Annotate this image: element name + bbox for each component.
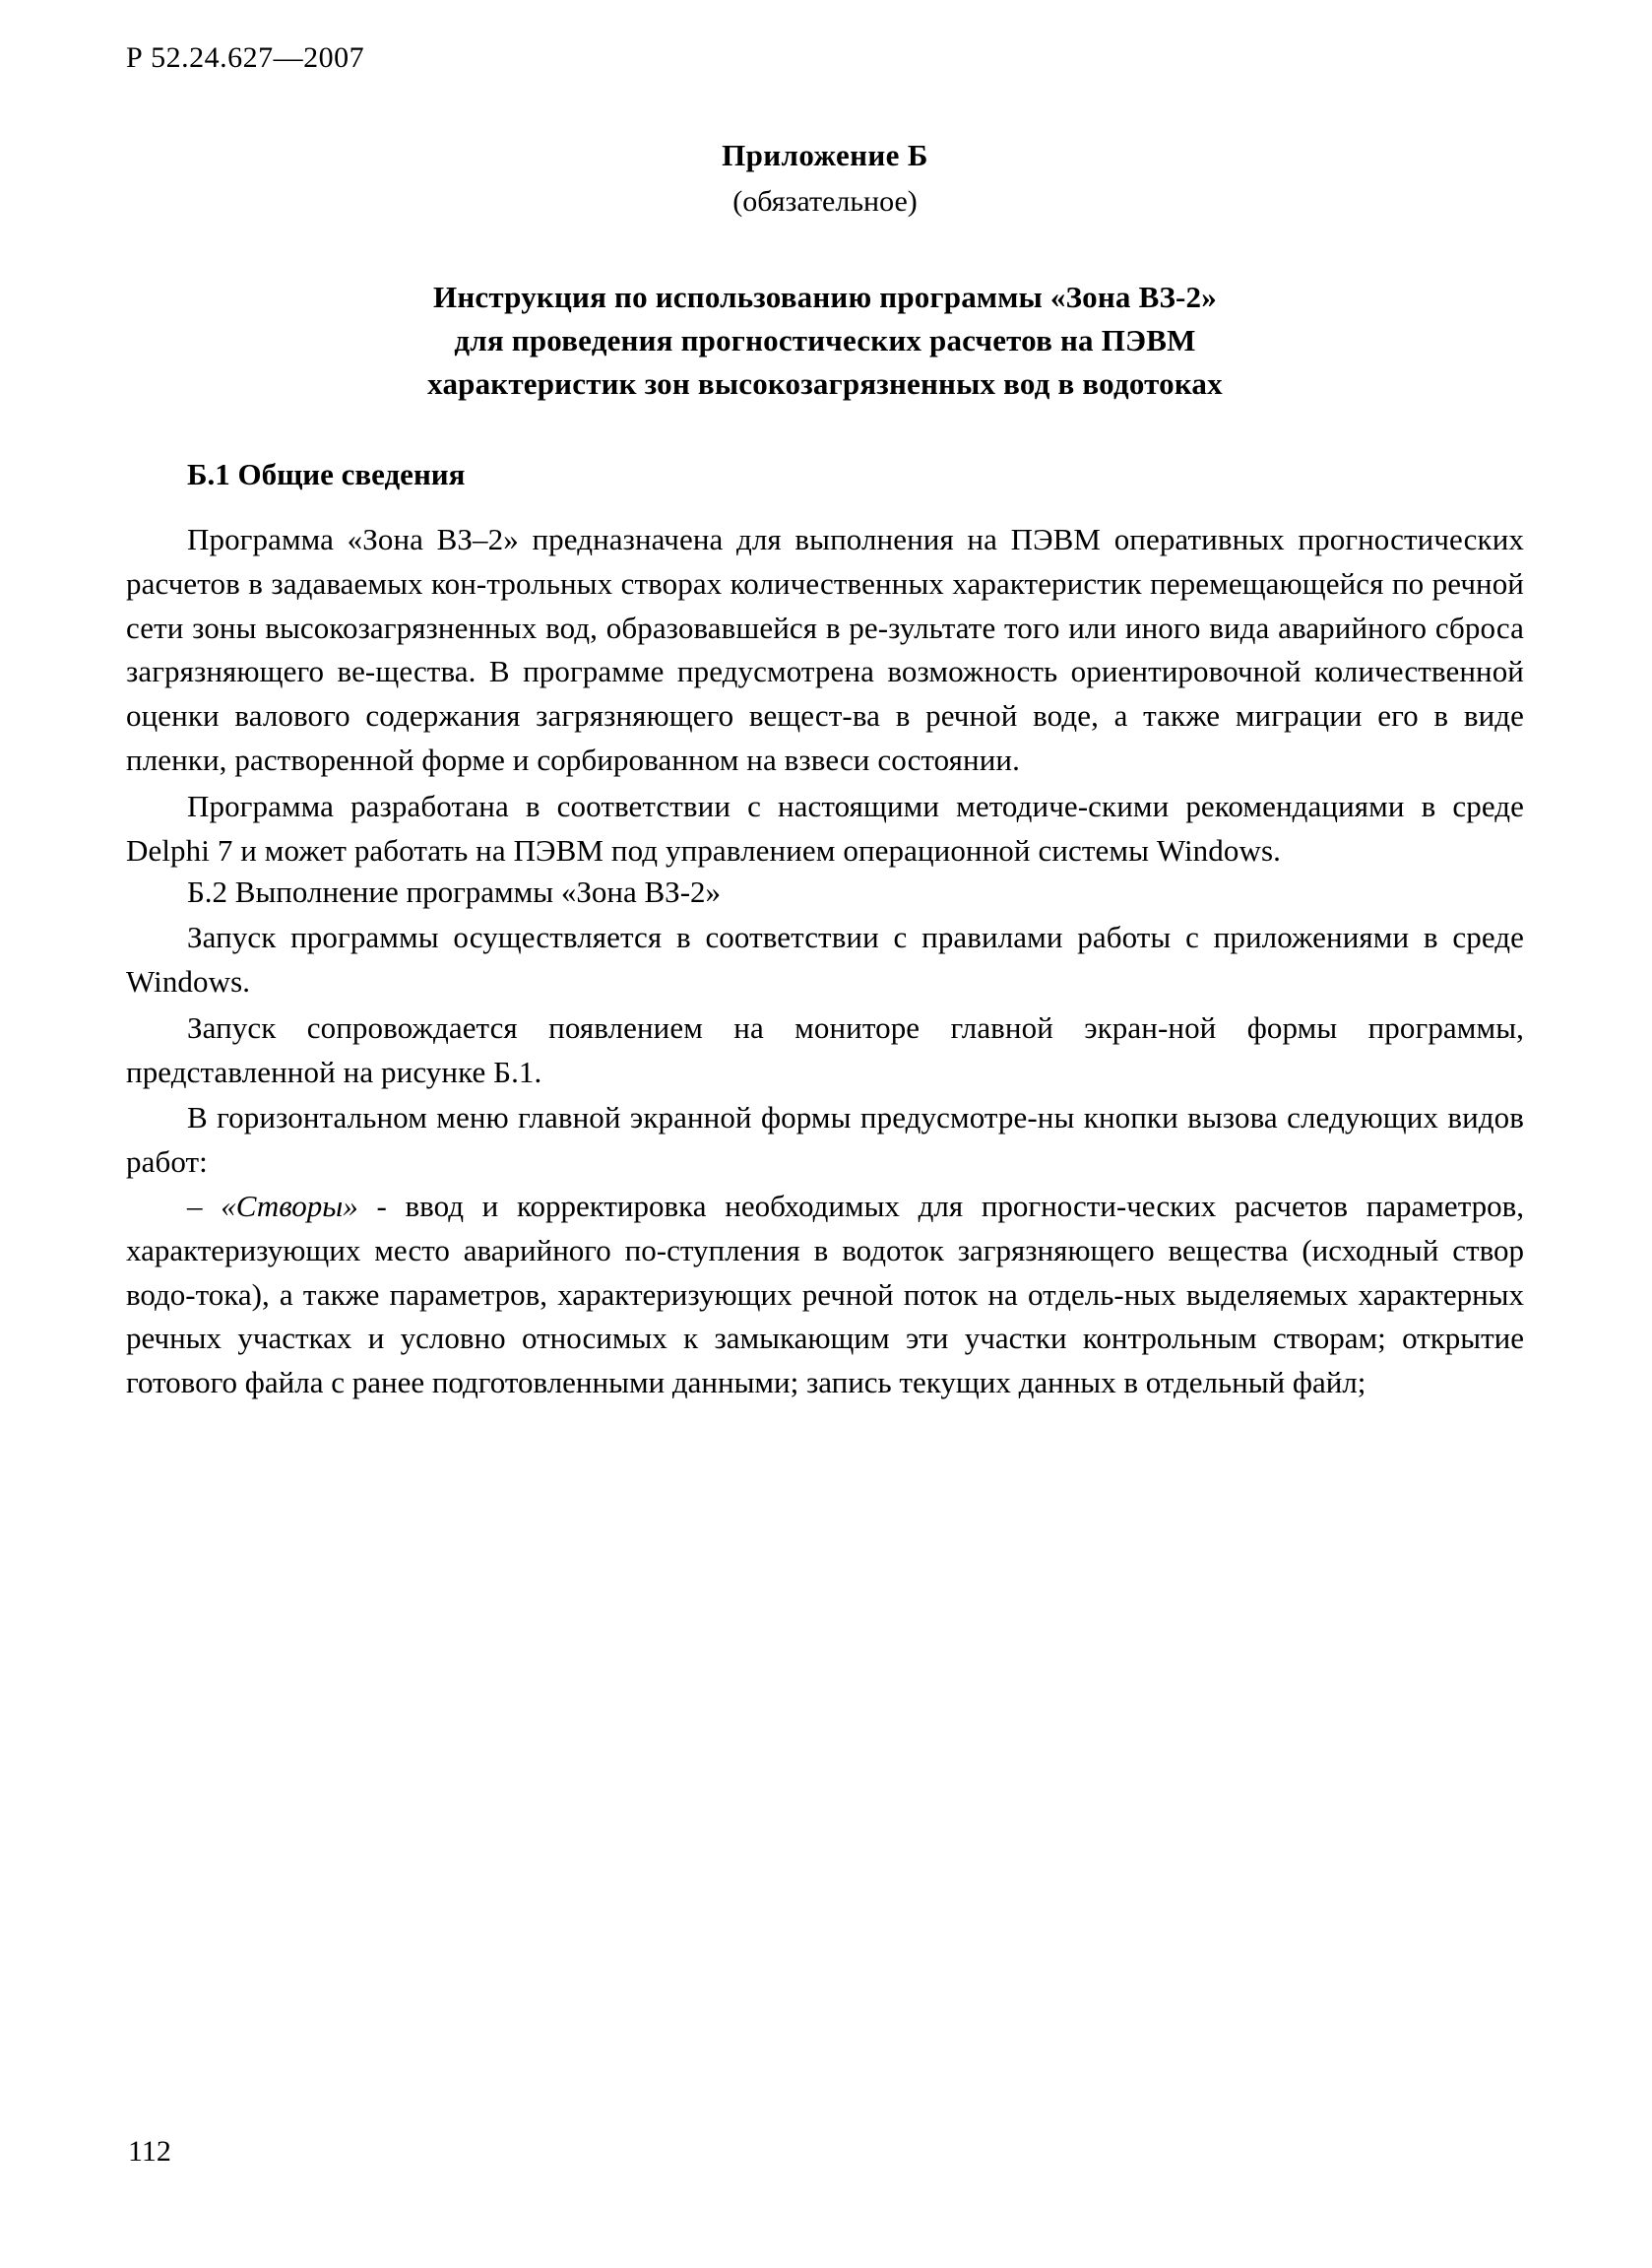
appendix-subtitle: (обязательное) (732, 185, 918, 218)
page-title-line-1: Инструкция по использованию программы «Зона ВЗ-2» (433, 280, 1217, 314)
list-item-text: - ввод и корректировка необходимых для прогности-ческих расчетов параметров, характеризующих место аварийного по-ступления в водоток загрязняющего вещества (исходный створ водо-тока), а также параметров, характеризующих речной поток на отдель-ных выделяемых характерных речных участках и условно относимых к замыкающим эти участки контрольным створам; открытие готового файла с ранее подготовленными данными; запись текущих данных в отдельный файл; (126, 1188, 1525, 1400)
paragraph-b1-1: Программа «Зона ВЗ–2» предназначена для выполнения на ПЭВМ оперативных прогностических расчетов в задаваемых кон-трольных створах количественных характеристик перемещающейся по речной сети зоны высокозагрязненных вод, образовавшейся в ре-зультате того или иного вида аварийного сброса загрязняющего ве-щества. В программе предусмотрена возможность ориентировочной количественной оценки валового содержания загрязняющего вещест-ва в речной воде, а также миграции его в виде пленки, растворенной форме и сорбированном на взвеси состоянии. (126, 522, 1524, 777)
page-number: 112 (128, 2135, 171, 2168)
page-title (126, 276, 1524, 406)
paragraph-b1-2: Программа разработана в соответствии с настоящими методиче-скими рекомендациями в среде Delphi 7 и может работать на ПЭВМ под управлением операционной системы Windows. (126, 788, 1524, 868)
page-title-line-2: для проведения прогностических расчетов на ПЭВМ (454, 323, 1196, 358)
list-item-dash: – (187, 1188, 222, 1223)
page-content (126, 138, 1524, 1405)
section-heading-b2: Б.2 Выполнение программы «Зона ВЗ-2» (187, 875, 722, 910)
paragraph-b2-1: Запуск программы осуществляется в соответствии с правилами работы с приложениями в среде Windows. (126, 920, 1524, 1000)
list-item-term: «Створы» (221, 1188, 358, 1223)
running-header: Р 52.24.627—2007 (126, 41, 365, 74)
page-title-line-3: характеристик зон высокозагрязненных вод в водотоках (427, 366, 1223, 402)
section-heading-b1: Б.1 Общие сведения (187, 457, 466, 492)
list-item (126, 1185, 1524, 1405)
appendix-title: Приложение Б (722, 138, 928, 172)
paragraph-b2-2: Запуск сопровождается появлением на мониторе главной экран-ной формы программы, представленной на рисунке Б.1. (126, 1009, 1524, 1089)
paragraph-b2-3: В горизонтальном меню главной экранной формы предусмотре-ны кнопки вызова следующих видов работ: (126, 1100, 1524, 1180)
